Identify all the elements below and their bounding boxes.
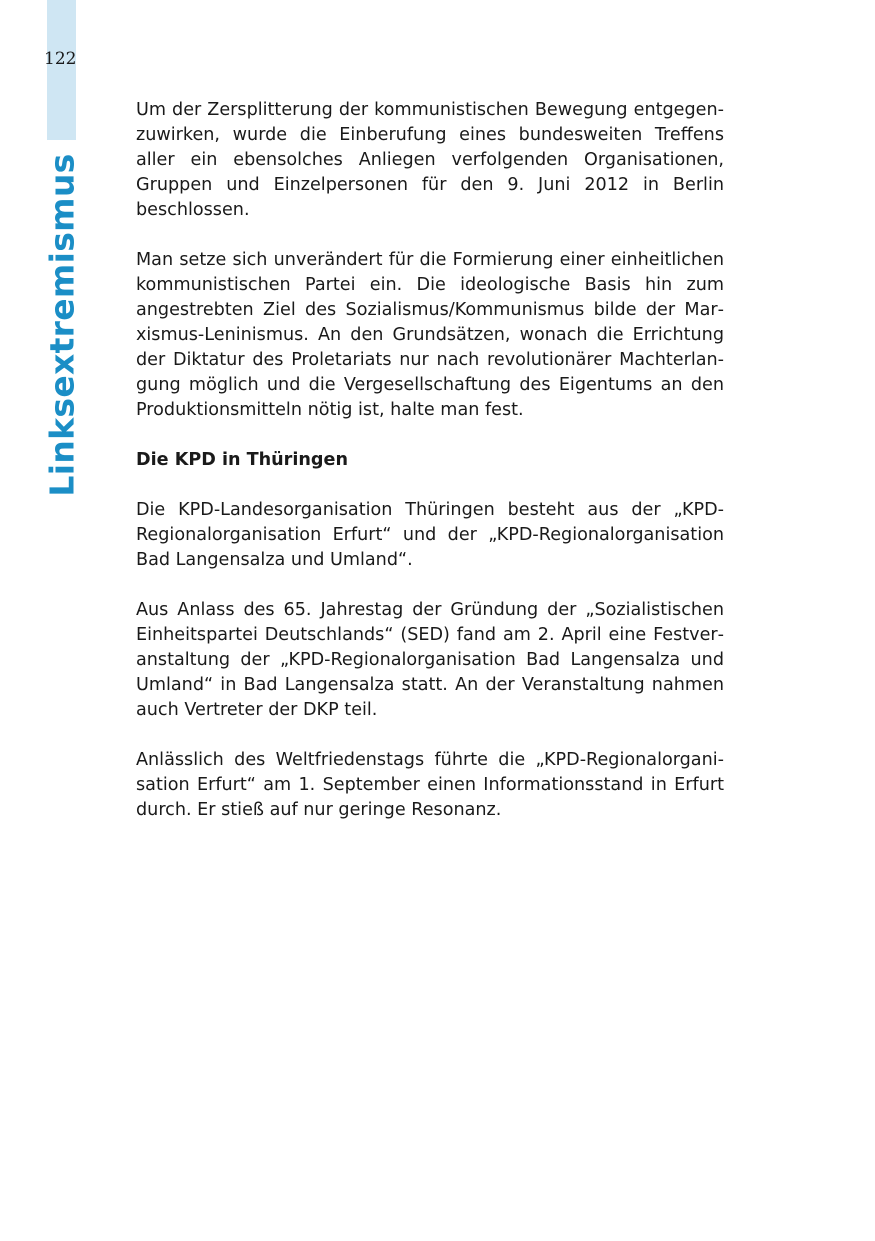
- paragraph-5: Anlässlich des Weltfriedenstags führte die „KPD-Regionalorganisation Erfurt“ am 1. September einen Informationsstand in Erfurt durch. Er stieß auf nur geringe Resonanz.: [136, 750, 724, 820]
- paragraph-4: Aus Anlass des 65. Jahrestag der Gründung der „Sozialistischen Einheitspartei Deutschlands“ (SED) fand am 2. April eine Festveranstaltung der „KPD-Regionalorganisation Bad Langensalza und Umland“ in Bad Langensalza statt. An der Veranstaltung nahmen auch Vertreter der DKP teil.: [136, 600, 724, 720]
- paragraph-3: Die KPD-Landesorganisation Thüringen besteht aus der „KPD-Regionalorganisation Erfurt“ und der „KPD-Regionalorganisation Bad Langensalza und Umland“.: [136, 500, 724, 570]
- page-body: [136, 98, 724, 848]
- page-number: 122: [44, 49, 77, 69]
- paragraph-2: Man setze sich unverändert für die Formierung einer einheitlichen kommunistischen Partei ein. Die ideologische Basis hin zum angestrebten Ziel des Sozialismus/Kommunismus bilde der Marxismus-Leninismus. An den Grundsätzen, wonach die Errichtung der Diktatur des Proletariats nur nach revolutionärer Machterlangung möglich und die Vergesellschaftung des Eigentums an den Produktionsmitteln nötig ist, halte man fest.: [136, 250, 724, 420]
- paragraph-1: Um der Zersplitterung der kommunistischen Bewegung entgegenzuwirken, wurde die Einberufung eines bundesweiten Treffens aller ein ebensolches Anliegen verfolgenden Organisationen, Gruppen und Einzelpersonen für den 9. Juni 2012 in Berlin beschlossen.: [136, 100, 724, 220]
- chapter-label: Linksextremismus: [42, 153, 82, 497]
- chapter-color-band: [47, 0, 76, 140]
- section-heading: Die KPD in Thüringen: [136, 450, 348, 470]
